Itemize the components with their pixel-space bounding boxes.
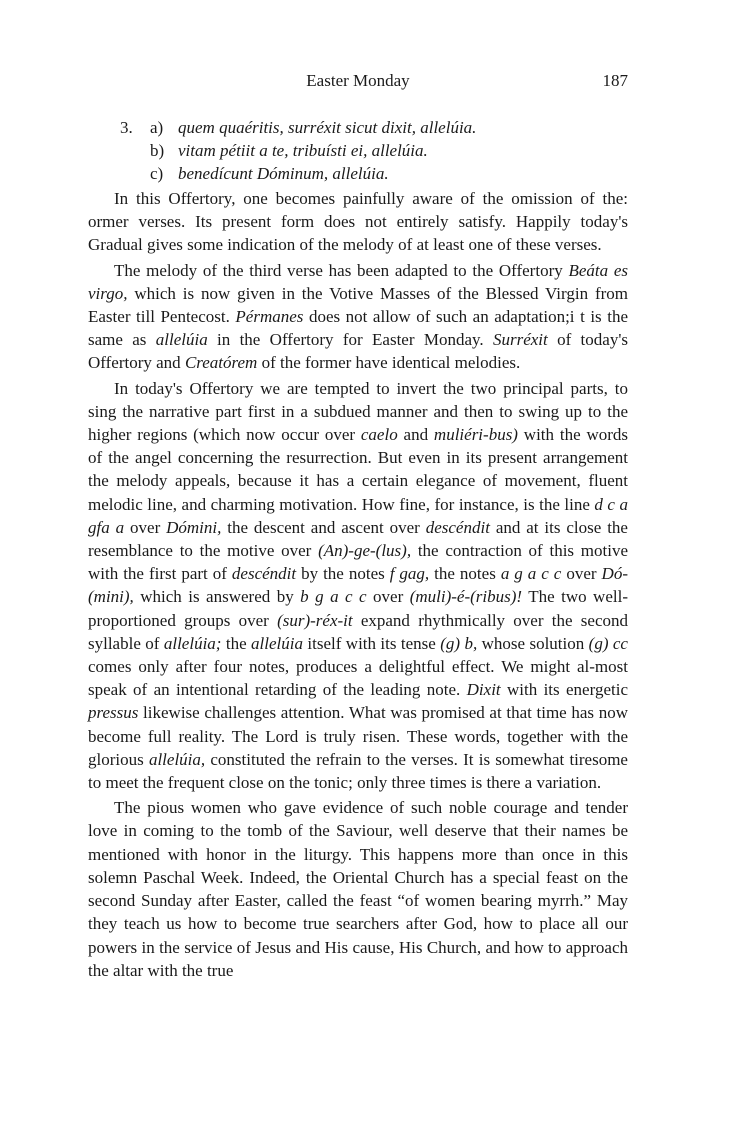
running-header [88, 71, 628, 95]
text-run: with the words of the angel concerning the resurrection. But even in its present arrangement the melody appeals, because it has a certain elegance of movement, fluent melodic line, and charming motivation. How fine, for instance, is the line [88, 425, 628, 514]
text-run: with its energetic [500, 680, 628, 700]
verse-number: 3. [120, 118, 133, 137]
note-sequence: b g a c c [300, 587, 367, 607]
latin-term: Dixit [466, 680, 501, 700]
latin-term: Creatórem [184, 353, 258, 373]
text-run: expand rhythmically over the second syllable of [88, 610, 628, 653]
latin-term: (An)-ge-(lus), [318, 541, 412, 561]
verse-text: benedícunt Dóminum, allelúia. [178, 164, 389, 183]
verse-item [120, 116, 476, 139]
latin-term: Surréxit [492, 330, 548, 350]
verse-item [120, 162, 476, 185]
paragraph-1: In this Offertory, one becomes painfully aware of the omission of the: ormer verses. Its present form does not entirely satisfy. Happily today's Gradual gives some indication of the melody of at least one of these verses. [88, 189, 628, 255]
text-run: over [124, 517, 167, 537]
text-run: over [561, 564, 602, 584]
verse-text: quem quaéritis, surréxit sicut dixit, allelúia. [178, 118, 477, 137]
latin-term: Dómini, [166, 517, 222, 537]
latin-term: Pérmanes [235, 307, 304, 327]
latin-term: Beáta es virgo, [88, 260, 628, 303]
note-sequence: f gag, [389, 564, 430, 584]
note-sequence: (g) cc [588, 633, 628, 653]
text-run: which is now given in the Votive Masses of the Blessed Virgin from Easter till Pentecost. [88, 283, 628, 327]
paragraph-3 [88, 377, 628, 795]
text-run: over [366, 587, 410, 607]
text-run: and [397, 425, 434, 445]
paragraph-4: The pious women who gave evidence of such noble courage and tender love in coming to the tomb of the Saviour, well deserve that their names be mentioned with honor in the liturgy. This happens more than once in this solemn Paschal Week. Indeed, the Oriental Church has a special feast on the second Sunday after Easter, called the feast “of women bearing myrrh.” May they teach us how to become true searchers after God, how to place all our powers in the service of Jesus and His cause, His Church, and how to approach the altar with the true [88, 798, 628, 980]
latin-term: descéndit [231, 564, 297, 584]
latin-term: allelúia, [148, 749, 206, 769]
text-run: of today's Offertory and [88, 330, 629, 373]
text-run: and at its close the resemblance to the motive over [88, 517, 628, 561]
latin-term: descéndit [425, 517, 490, 537]
latin-term: allelúia [251, 633, 303, 653]
latin-term: muliéri-bus) [433, 425, 518, 445]
text-run: whose solution [477, 633, 589, 653]
latin-term: allelúia [155, 330, 208, 350]
latin-term: (muli)-é-(ribus)! [409, 587, 523, 607]
latin-term: (sur)-réx-it [277, 610, 353, 630]
text-run: of the former have identical melodies. [257, 353, 521, 373]
verse-text: vitam pétiit a te, tribuísti ei, allelúia. [178, 141, 428, 160]
latin-term: Dó-(mini), [88, 564, 628, 607]
verse-item [120, 139, 476, 162]
text-run: the descent and ascent over [221, 517, 426, 537]
text-run: comes only after four notes, produces a delightful effect. We might al-most speak of an intentional retarding of the leading note. [88, 657, 628, 700]
verse-label: a) [150, 118, 164, 137]
verse-label: c) [150, 164, 164, 183]
latin-term: caelo [360, 425, 398, 445]
text-run: In today's Offertory we are tempted to invert the two principal parts, to sing the narrative part first in a subdued manner and then to swing up to the higher regions (which now occur over [88, 378, 628, 445]
text-run: the contraction of this motive with the first part of [88, 541, 628, 584]
text-run: by the notes [296, 564, 390, 584]
text-run: The melody of the third verse has been adapted to the Offertory [114, 260, 569, 280]
text-run: The two well-proportioned groups over [88, 587, 628, 630]
text-run: constituted the refrain to the verses. It is somewhat tiresome to meet the frequent close on the tonic; only three times is there a variation. [88, 749, 628, 793]
note-sequence: (g) b, [440, 633, 478, 653]
note-sequence: d c a gfa a [88, 494, 628, 537]
page-number: 187 [602, 71, 628, 90]
paragraph-2 [88, 259, 628, 375]
text-run: the [221, 633, 252, 653]
text-run: likewise challenges attention. What was promised at that time has now become full reality. The Lord is truly risen. These words, together with the glorious [88, 703, 628, 769]
body-text [88, 187, 628, 984]
text-run: which is answered by [133, 587, 301, 607]
verse-list [120, 116, 476, 185]
text-run: the notes [429, 564, 501, 584]
verse-label: b) [150, 141, 165, 160]
text-run: itself with its tense [303, 633, 441, 653]
note-sequence: a g a c c [500, 564, 562, 584]
running-title: Easter Monday [306, 71, 410, 90]
latin-term: pressus [88, 703, 139, 723]
latin-term: allelúia; [163, 633, 222, 653]
text-run: in the Offertory for Easter Monday. [207, 330, 493, 350]
text-run: does not allow of such an adaptation;i t is the same as [88, 307, 628, 350]
